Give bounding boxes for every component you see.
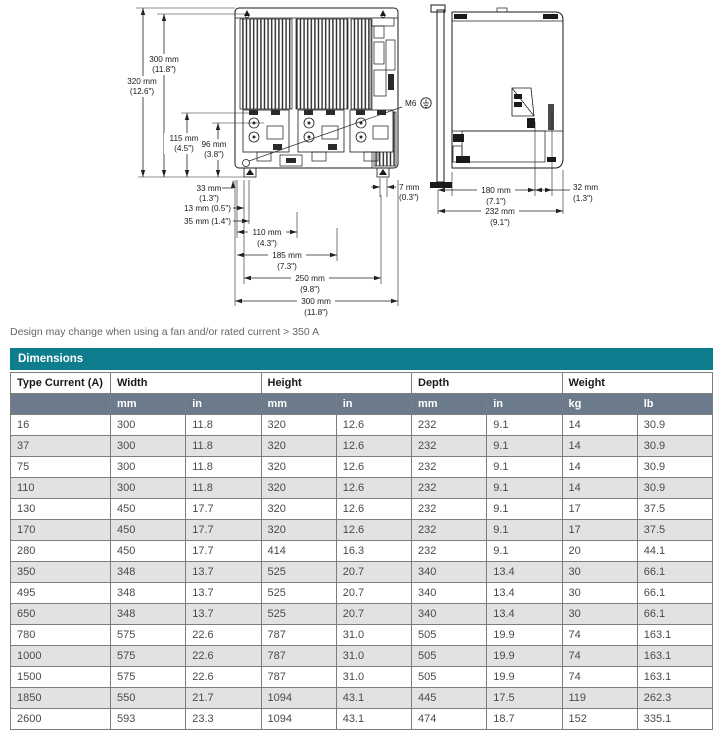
table-cell: 74 bbox=[562, 646, 637, 667]
table-cell: 110 bbox=[11, 478, 111, 499]
table-cell: 13.7 bbox=[186, 604, 261, 625]
unit-header-in: in bbox=[186, 394, 261, 415]
table-row bbox=[11, 520, 713, 541]
m6-label: M6 bbox=[405, 99, 417, 108]
table-cell: 232 bbox=[412, 457, 487, 478]
table-cell: 152 bbox=[562, 709, 637, 730]
table-cell: 232 bbox=[412, 436, 487, 457]
table-cell: 30.9 bbox=[637, 415, 712, 436]
table-cell: 20.7 bbox=[336, 562, 411, 583]
dim-label-96mm: 96 mm bbox=[201, 140, 227, 149]
technical-drawing bbox=[0, 0, 723, 322]
table-row bbox=[11, 499, 713, 520]
terminal-module bbox=[243, 110, 289, 161]
mounting-tab bbox=[244, 168, 389, 177]
table-cell: 19.9 bbox=[487, 625, 562, 646]
unit-header-blank bbox=[11, 394, 111, 415]
table-cell: 37.5 bbox=[637, 520, 712, 541]
design-note: Design may change when using a fan and/or rated current > 350 A bbox=[10, 326, 320, 338]
dim-label-7mm-in: (0.3") bbox=[399, 193, 419, 202]
table-cell: 450 bbox=[111, 541, 186, 562]
table-cell: 21.7 bbox=[186, 688, 261, 709]
table-cell: 450 bbox=[111, 499, 186, 520]
table-cell: 20 bbox=[562, 541, 637, 562]
table-cell: 593 bbox=[111, 709, 186, 730]
table-cell: 445 bbox=[412, 688, 487, 709]
table-cell: 280 bbox=[11, 541, 111, 562]
table-cell: 16 bbox=[11, 415, 111, 436]
table-row bbox=[11, 541, 713, 562]
table-title: Dimensions bbox=[18, 353, 84, 365]
table-cell: 44.1 bbox=[637, 541, 712, 562]
table-cell: 320 bbox=[261, 436, 336, 457]
table-cell: 450 bbox=[111, 520, 186, 541]
table-cell: 1094 bbox=[261, 709, 336, 730]
table-cell: 16.3 bbox=[336, 541, 411, 562]
table-cell: 575 bbox=[111, 646, 186, 667]
table-cell: 22.6 bbox=[186, 667, 261, 688]
unit-header-mm: mm bbox=[111, 394, 186, 415]
table-cell: 31.0 bbox=[336, 667, 411, 688]
table-cell: 348 bbox=[111, 604, 186, 625]
table-row bbox=[11, 667, 713, 688]
connector-block bbox=[374, 26, 395, 96]
table-cell: 130 bbox=[11, 499, 111, 520]
table-cell: 650 bbox=[11, 604, 111, 625]
table-cell: 505 bbox=[412, 625, 487, 646]
dim-label-300mm-height-in: (11.8") bbox=[152, 65, 176, 74]
table-cell: 348 bbox=[111, 583, 186, 604]
table-cell: 11.8 bbox=[186, 415, 261, 436]
table-cell: 18.7 bbox=[487, 709, 562, 730]
table-cell: 11.8 bbox=[186, 478, 261, 499]
table-cell: 163.1 bbox=[637, 625, 712, 646]
table-row bbox=[11, 709, 713, 730]
table-cell: 1850 bbox=[11, 688, 111, 709]
table-cell: 19.9 bbox=[487, 667, 562, 688]
table-cell: 320 bbox=[261, 457, 336, 478]
table-cell: 13.4 bbox=[487, 604, 562, 625]
table-cell: 474 bbox=[412, 709, 487, 730]
table-cell: 13.7 bbox=[186, 583, 261, 604]
table-cell: 30.9 bbox=[637, 478, 712, 499]
front-view bbox=[235, 8, 398, 177]
table-row bbox=[11, 604, 713, 625]
table-row bbox=[11, 688, 713, 709]
table-cell: 232 bbox=[412, 499, 487, 520]
table-cell: 575 bbox=[111, 667, 186, 688]
col-header-depth: Depth bbox=[412, 373, 563, 394]
col-header-weight: Weight bbox=[562, 373, 713, 394]
dim-label-320mm-height: 320 mm bbox=[127, 77, 157, 86]
table-cell: 9.1 bbox=[487, 499, 562, 520]
table-row bbox=[11, 436, 713, 457]
dim-label-35mm: 35 mm (1.4") bbox=[183, 217, 231, 226]
table-cell: 37.5 bbox=[637, 499, 712, 520]
table-cell: 43.1 bbox=[336, 688, 411, 709]
unit-header-lb: lb bbox=[637, 394, 712, 415]
table-cell: 787 bbox=[261, 667, 336, 688]
dim-label-232mm-in: (9.1") bbox=[490, 218, 510, 227]
table-cell: 66.1 bbox=[637, 583, 712, 604]
table-cell: 340 bbox=[412, 562, 487, 583]
dim-label-232mm: 232 mm bbox=[485, 207, 515, 216]
table-cell: 11.8 bbox=[186, 457, 261, 478]
dim-label-33mm: 33 mm bbox=[196, 184, 222, 193]
table-cell: 232 bbox=[412, 478, 487, 499]
dim-label-115mm: 115 mm bbox=[169, 134, 199, 143]
table-cell: 495 bbox=[11, 583, 111, 604]
table-cell: 1500 bbox=[11, 667, 111, 688]
table-cell: 20.7 bbox=[336, 604, 411, 625]
table-cell: 22.6 bbox=[186, 646, 261, 667]
table-cell: 525 bbox=[261, 583, 336, 604]
unit-header-in: in bbox=[336, 394, 411, 415]
group-header-row bbox=[11, 373, 713, 394]
table-cell: 232 bbox=[412, 415, 487, 436]
dimension-diagram bbox=[0, 0, 723, 322]
table-title-banner bbox=[10, 348, 713, 370]
table-cell: 340 bbox=[412, 583, 487, 604]
table-cell: 20.7 bbox=[336, 583, 411, 604]
table-cell: 119 bbox=[562, 688, 637, 709]
table-cell: 9.1 bbox=[487, 436, 562, 457]
table-cell: 262.3 bbox=[637, 688, 712, 709]
table-cell: 9.1 bbox=[487, 541, 562, 562]
table-cell: 30 bbox=[562, 583, 637, 604]
table-cell: 787 bbox=[261, 646, 336, 667]
table-cell: 14 bbox=[562, 436, 637, 457]
table-cell: 17.7 bbox=[186, 520, 261, 541]
table-cell: 320 bbox=[261, 415, 336, 436]
table-cell: 17 bbox=[562, 520, 637, 541]
table-cell: 320 bbox=[261, 478, 336, 499]
dimensions-table-body bbox=[11, 415, 713, 730]
dim-label-185mm-in: (7.3") bbox=[277, 262, 297, 271]
table-cell: 525 bbox=[261, 604, 336, 625]
dim-label-180mm: 180 mm bbox=[481, 186, 511, 195]
side-view bbox=[430, 5, 563, 188]
table-row bbox=[11, 478, 713, 499]
table-cell: 9.1 bbox=[487, 415, 562, 436]
dim-label-185mm: 185 mm bbox=[272, 251, 302, 260]
dim-label-300mm-height: 300 mm bbox=[149, 55, 179, 64]
dim-label-110mm-in: (4.3") bbox=[257, 239, 277, 248]
dim-label-250mm: 250 mm bbox=[295, 274, 325, 283]
table-cell: 17.5 bbox=[487, 688, 562, 709]
table-cell: 300 bbox=[111, 415, 186, 436]
table-cell: 232 bbox=[412, 520, 487, 541]
table-cell: 348 bbox=[111, 562, 186, 583]
table-cell: 170 bbox=[11, 520, 111, 541]
table-cell: 163.1 bbox=[637, 646, 712, 667]
unit-header-in: in bbox=[487, 394, 562, 415]
dimensions-table bbox=[10, 372, 713, 730]
dim-label-110mm: 110 mm bbox=[252, 228, 282, 237]
table-row bbox=[11, 583, 713, 604]
table-cell: 350 bbox=[11, 562, 111, 583]
table-cell: 19.9 bbox=[487, 646, 562, 667]
table-cell: 14 bbox=[562, 457, 637, 478]
table-cell: 505 bbox=[412, 667, 487, 688]
table-cell: 31.0 bbox=[336, 646, 411, 667]
table-cell: 12.6 bbox=[336, 436, 411, 457]
table-cell: 525 bbox=[261, 562, 336, 583]
col-header-type-current: Type Current (A) bbox=[11, 373, 111, 394]
table-cell: 232 bbox=[412, 541, 487, 562]
table-cell: 9.1 bbox=[487, 520, 562, 541]
dim-label-115mm-in: (4.5") bbox=[174, 144, 194, 153]
dim-label-320mm-height-in: (12.6") bbox=[129, 87, 155, 96]
table-cell: 30 bbox=[562, 604, 637, 625]
mounting-bracket bbox=[437, 10, 444, 182]
table-cell: 12.6 bbox=[336, 499, 411, 520]
table-cell: 9.1 bbox=[487, 457, 562, 478]
table-cell: 37 bbox=[11, 436, 111, 457]
table-cell: 13.4 bbox=[487, 583, 562, 604]
table-row bbox=[11, 415, 713, 436]
table-cell: 17 bbox=[562, 499, 637, 520]
table-cell: 66.1 bbox=[637, 604, 712, 625]
table-cell: 575 bbox=[111, 625, 186, 646]
table-row bbox=[11, 625, 713, 646]
table-cell: 11.8 bbox=[186, 436, 261, 457]
table-cell: 30 bbox=[562, 562, 637, 583]
dim-label-300mm-width: 300 mm bbox=[301, 297, 331, 306]
unit-header-mm: mm bbox=[412, 394, 487, 415]
table-cell: 320 bbox=[261, 499, 336, 520]
table-cell: 23.3 bbox=[186, 709, 261, 730]
col-header-height: Height bbox=[261, 373, 412, 394]
dim-label-250mm-in: (9.8") bbox=[300, 285, 320, 294]
table-cell: 75 bbox=[11, 457, 111, 478]
table-cell: 13.7 bbox=[186, 562, 261, 583]
table-cell: 12.6 bbox=[336, 478, 411, 499]
mounting-hole-icon bbox=[244, 10, 386, 18]
dim-label-180mm-in: (7.1") bbox=[486, 197, 506, 206]
dim-label-7mm: 7 mm bbox=[399, 183, 420, 192]
table-cell: 22.6 bbox=[186, 625, 261, 646]
table-cell: 414 bbox=[261, 541, 336, 562]
dim-label-33mm-in: (1.3") bbox=[199, 194, 219, 203]
table-cell: 320 bbox=[261, 520, 336, 541]
table-cell: 43.1 bbox=[336, 709, 411, 730]
table-cell: 12.6 bbox=[336, 457, 411, 478]
unit-header-mm: mm bbox=[261, 394, 336, 415]
table-cell: 550 bbox=[111, 688, 186, 709]
table-cell: 12.6 bbox=[336, 415, 411, 436]
table-cell: 1000 bbox=[11, 646, 111, 667]
unit-header-kg: kg bbox=[562, 394, 637, 415]
table-cell: 2600 bbox=[11, 709, 111, 730]
table-cell: 300 bbox=[111, 478, 186, 499]
dim-label-13mm: 13 mm (0.5") bbox=[183, 204, 231, 213]
table-cell: 31.0 bbox=[336, 625, 411, 646]
table-cell: 12.6 bbox=[336, 520, 411, 541]
table-cell: 787 bbox=[261, 625, 336, 646]
table-cell: 74 bbox=[562, 667, 637, 688]
dim-label-300mm-width-in: (11.8") bbox=[304, 308, 328, 317]
earth-ground-icon bbox=[421, 98, 431, 108]
table-cell: 13.4 bbox=[487, 562, 562, 583]
table-cell: 17.7 bbox=[186, 541, 261, 562]
table-cell: 335.1 bbox=[637, 709, 712, 730]
table-cell: 17.7 bbox=[186, 499, 261, 520]
col-header-width: Width bbox=[111, 373, 262, 394]
dim-label-96mm-in: (3.8") bbox=[204, 150, 224, 159]
table-cell: 300 bbox=[111, 457, 186, 478]
table-cell: 74 bbox=[562, 625, 637, 646]
table-cell: 505 bbox=[412, 646, 487, 667]
dim-label-32mm-in: (1.3") bbox=[573, 194, 593, 203]
table-cell: 30.9 bbox=[637, 436, 712, 457]
table-cell: 300 bbox=[111, 436, 186, 457]
dimensions-section bbox=[10, 348, 713, 730]
units-row bbox=[11, 394, 713, 415]
table-cell: 340 bbox=[412, 604, 487, 625]
table-cell: 9.1 bbox=[487, 478, 562, 499]
table-row bbox=[11, 562, 713, 583]
table-cell: 163.1 bbox=[637, 667, 712, 688]
table-cell: 14 bbox=[562, 415, 637, 436]
table-cell: 66.1 bbox=[637, 562, 712, 583]
table-row bbox=[11, 646, 713, 667]
table-cell: 30.9 bbox=[637, 457, 712, 478]
table-cell: 14 bbox=[562, 478, 637, 499]
table-cell: 780 bbox=[11, 625, 111, 646]
table-cell: 1094 bbox=[261, 688, 336, 709]
table-row bbox=[11, 457, 713, 478]
dim-label-32mm: 32 mm bbox=[573, 183, 599, 192]
